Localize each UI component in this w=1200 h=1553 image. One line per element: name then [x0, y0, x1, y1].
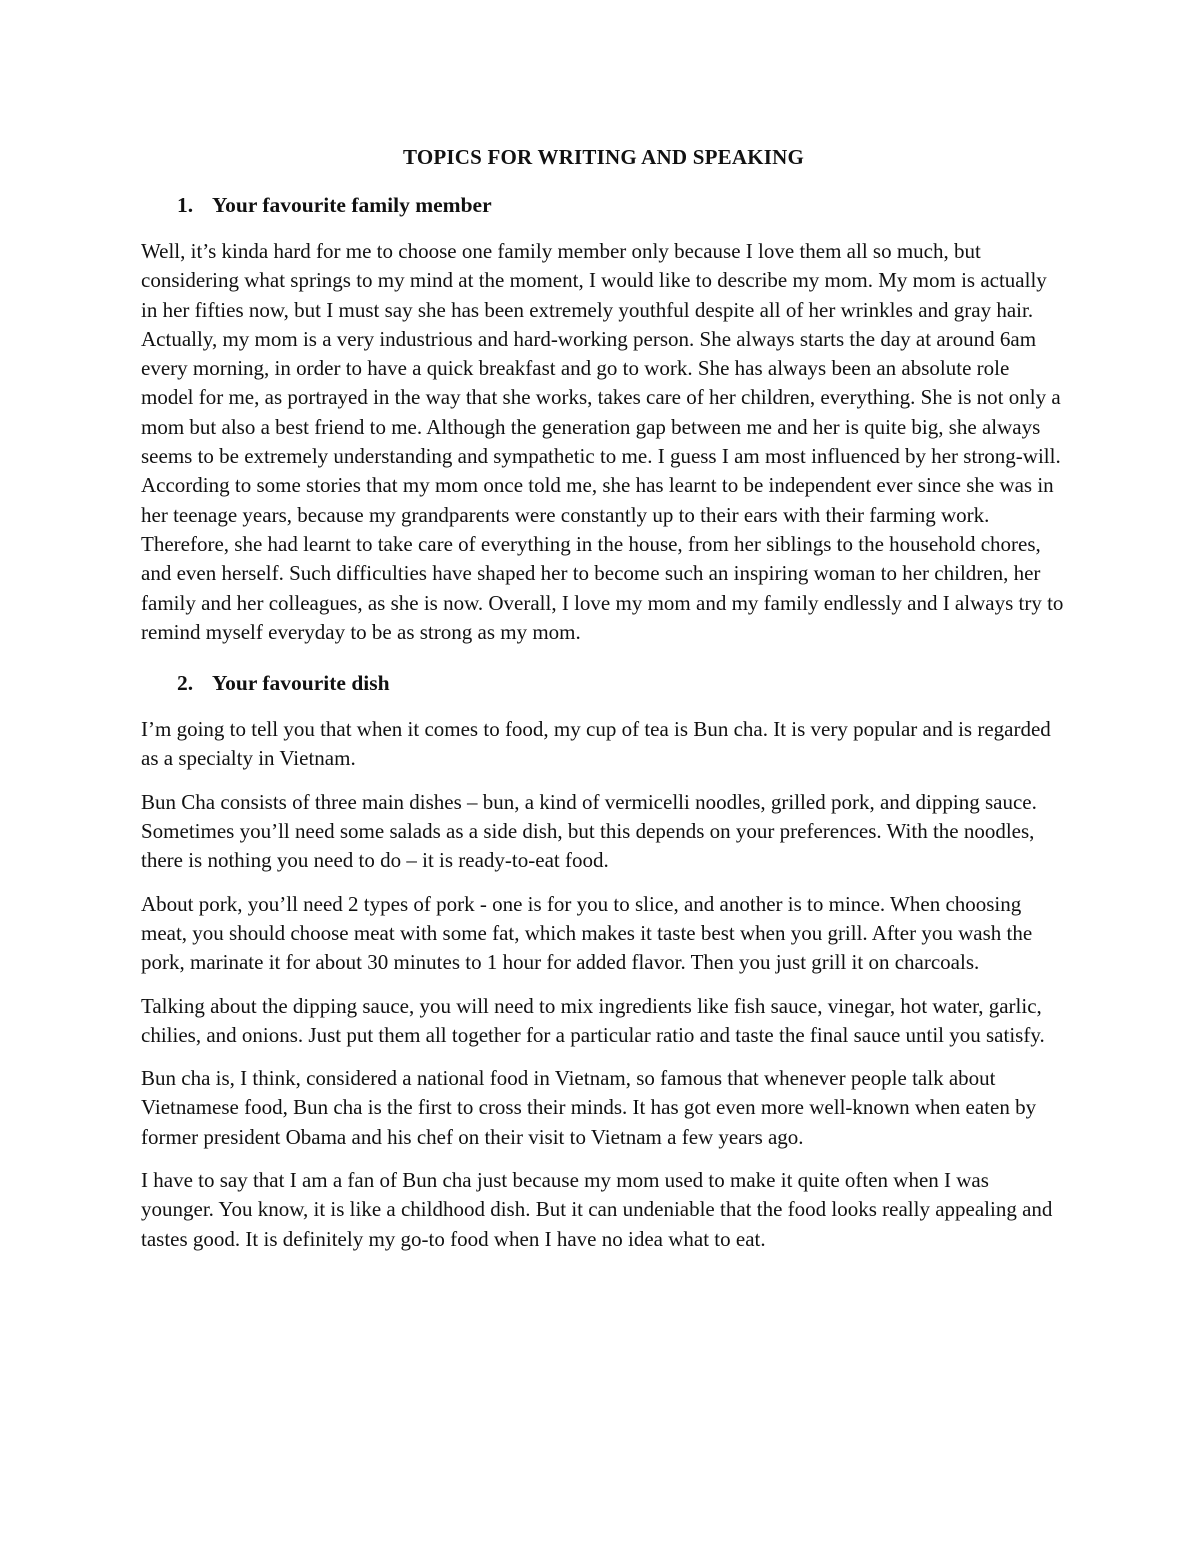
section-favourite-dish: [141, 669, 1066, 1254]
paragraph: I have to say that I am a fan of Bun cha just because my mom used to make it quite often when I was younger. You know, it is like a childhood dish. But it can undeniable that the food looks really appealing and tastes good. It is definitely my go-to food when I have no idea what to eat.: [141, 1168, 1053, 1251]
section-family-member: [141, 191, 1066, 647]
section-number: 2.: [177, 671, 194, 696]
paragraph: Well, it’s kinda hard for me to choose one family member only because I love them all so much, but considering what springs to my mind at the moment, I would like to describe my mom. My mom is actually in her fifties now, but I must say she has been extremely youthful despite all of her wrinkles and gray hair. Actually, my mom is a very industrious and hard-working person. She always starts the day at around 6am every morning, in order to have a quick breakfast and go to work. She has always been an absolute role model for me, as portrayed in the way that she works, takes care of her children, everything. She is not only a mom but also a best friend to me. Although the generation gap between me and her is quite big, she always seems to be extremely understanding and sympathetic to me. I guess I am most influenced by her strong-will. According to some stories that my mom once told me, she has learnt to be independent ever since she was in her teenage years, because my grandparents were constantly up to their ears with their farming work. Therefore, she had learnt to take care of everything in the house, from her siblings to the household chores, and even herself. Such difficulties have shaped her to become such an inspiring woman to her children, her family and her colleagues, as she is now. Overall, I love my mom and my family endlessly and I always try to remind myself everyday to be as strong as my mom.: [141, 239, 1064, 644]
paragraph: About pork, you’ll need 2 types of pork - one is for you to slice, and another is to mince. When choosing meat, you should choose meat with some fat, which makes it taste best when you grill. After you wash the pork, marinate it for about 30 minutes to 1 hour for added flavor. Then you just grill it on charcoals.: [141, 891, 1033, 975]
section-heading: [177, 191, 1066, 219]
paragraph: I’m going to tell you that when it comes to food, my cup of tea is Bun cha. It is very popular and is regarded as a specialty in Vietnam.: [141, 717, 1051, 771]
section-heading: [177, 669, 1066, 697]
section-title: Your favourite dish: [212, 671, 390, 696]
section-title: Your favourite family member: [212, 193, 492, 217]
paragraph: Bun cha is, I think, considered a national food in Vietnam, so famous that whenever people talk about Vietnamese food, Bun cha is the first to cross their minds. It has got even more well-known when eaten by former president Obama and his chef on their visit to Vietnam a few years ago.: [141, 1066, 1037, 1149]
document-body: [141, 143, 1066, 1268]
paragraph: Bun Cha consists of three main dishes – bun, a kind of vermicelli noodles, grilled pork, and dipping sauce. Sometimes you’ll need some salads as a side dish, but this depends on your preferences. With the noodles, there is nothing you need to do – it is ready-to-eat food.: [141, 789, 1037, 873]
document-title: TOPICS FOR WRITING AND SPEAKING: [403, 145, 804, 169]
section-number: 1.: [177, 193, 194, 217]
paragraph: Talking about the dipping sauce, you will need to mix ingredients like fish sauce, vinegar, hot water, garlic, chilies, and onions. Just put them all together for a particular ratio and taste the final sauce until you satisfy.: [141, 993, 1045, 1047]
